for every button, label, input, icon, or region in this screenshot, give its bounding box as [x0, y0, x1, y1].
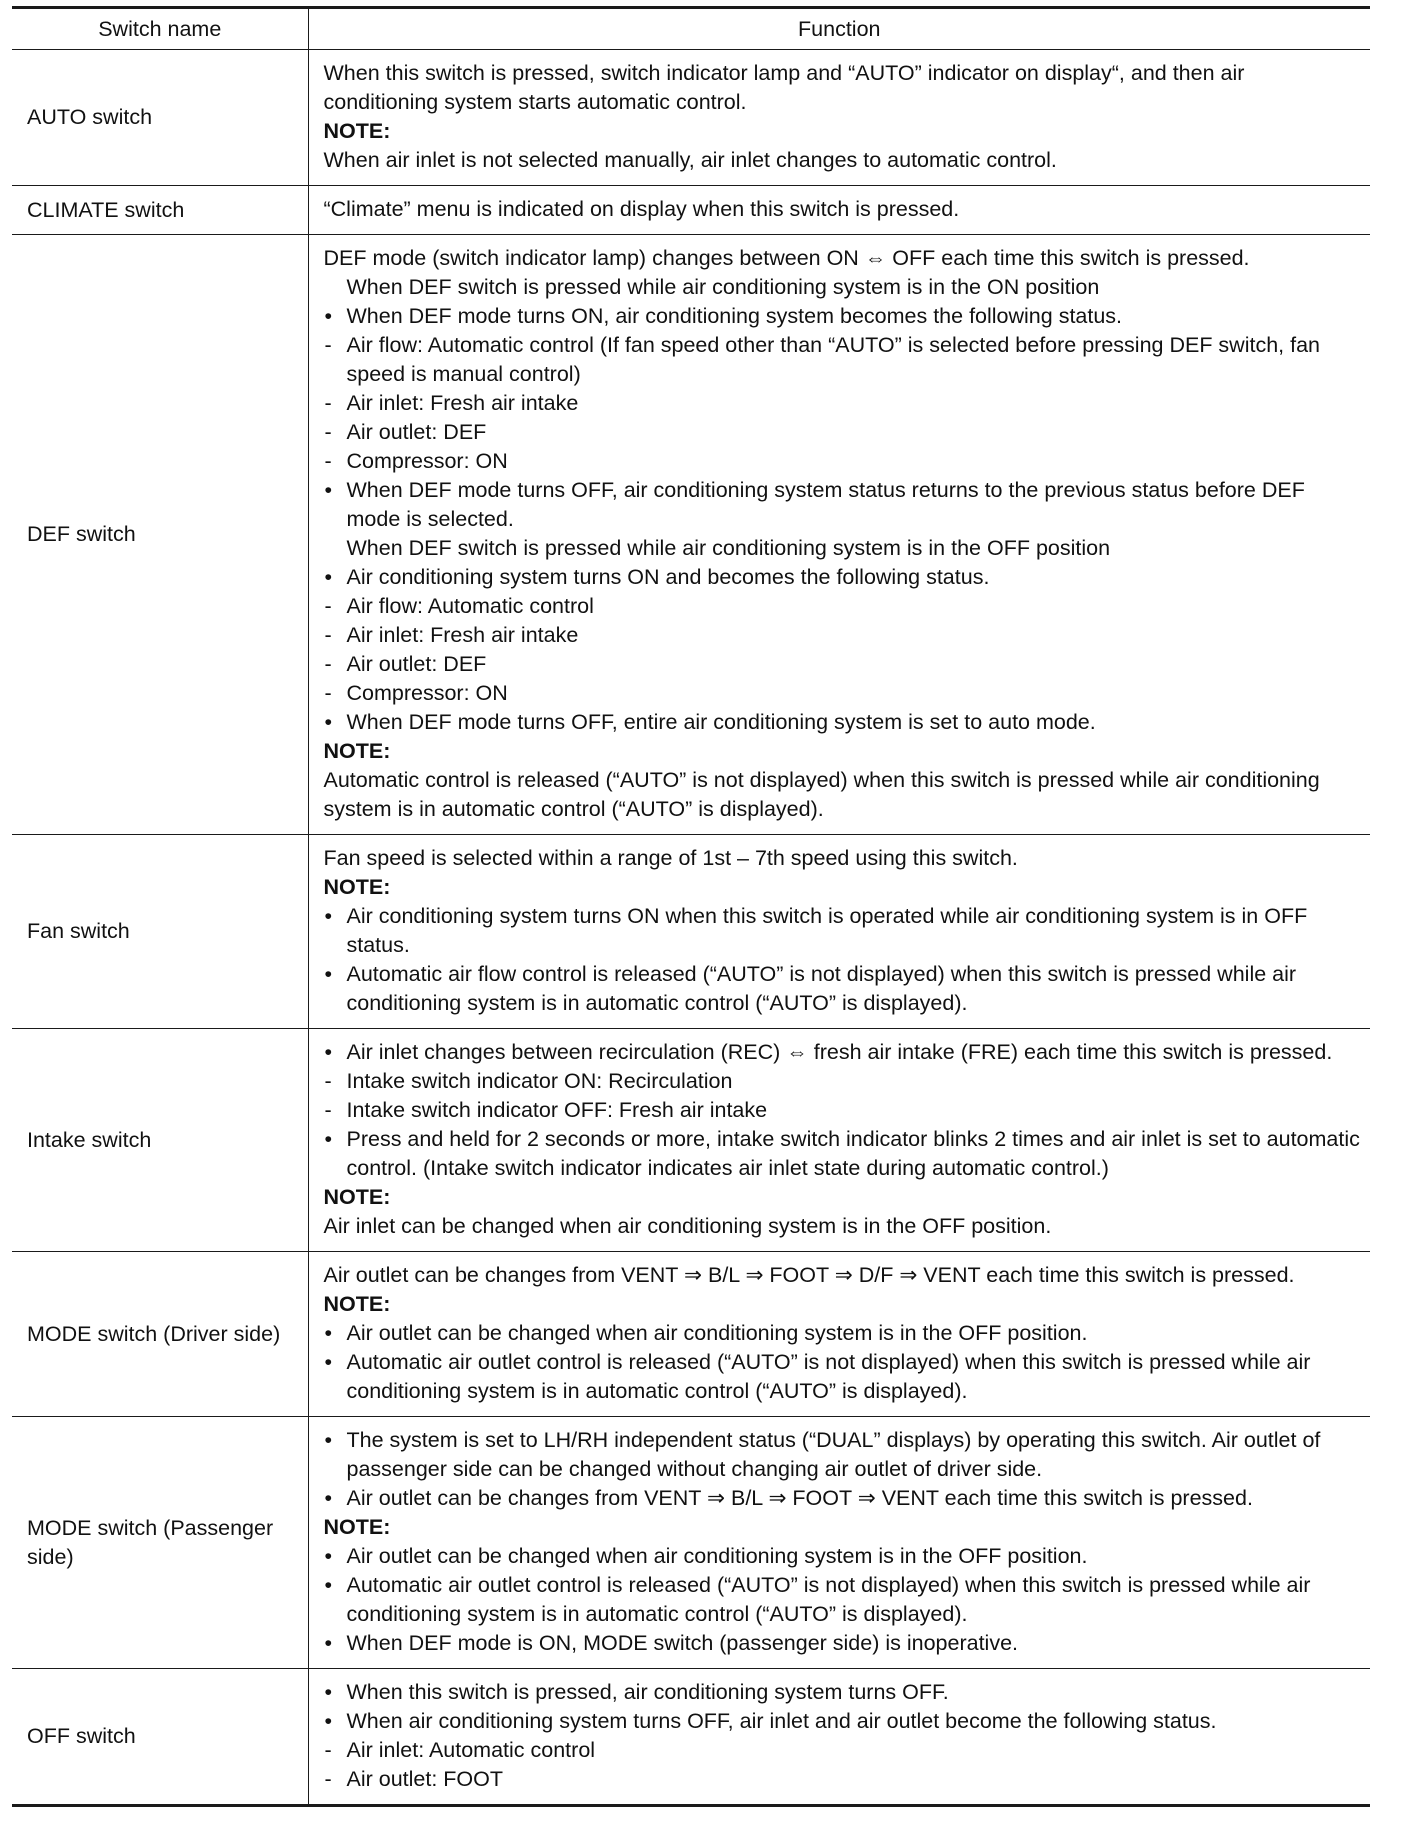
bullet-item	[324, 902, 1363, 960]
dash-marker: -	[324, 652, 332, 676]
line-text: Automatic air outlet control is released (“AUTO” is not displayed) when this switch is pressed while air conditioning system is in automatic control (“AUTO” is displayed).	[346, 1573, 1311, 1626]
bullet-marker: •	[324, 1321, 333, 1345]
line-text: Air inlet: Automatic control	[346, 1738, 596, 1762]
dash-item	[324, 592, 1363, 621]
note-label	[324, 1183, 1363, 1212]
bullet-marker: •	[324, 1486, 333, 1510]
table-row	[12, 186, 1370, 235]
line-text: NOTE:	[323, 1292, 391, 1316]
bullet-item	[324, 1484, 1363, 1513]
line-text: When this switch is pressed, switch indicator lamp and “AUTO” indicator on display“, and then air conditioning system starts automatic control.	[323, 61, 1245, 114]
bullet-marker: •	[324, 1573, 333, 1597]
line-text: Intake switch indicator OFF: Fresh air intake	[346, 1098, 768, 1122]
line-text: The system is set to LH/RH independent status (“DUAL” displays) by operating this switch. Air outlet of passenger side can be changed without changing air outlet of driver side.	[346, 1428, 1321, 1481]
bullet-item	[324, 708, 1363, 737]
switch-function-table	[12, 6, 1370, 1807]
dash-item	[324, 331, 1363, 389]
function-text	[324, 146, 1363, 175]
table-row	[12, 235, 1370, 835]
bullet-item	[324, 1707, 1363, 1736]
line-text: Compressor: ON	[346, 449, 508, 473]
dash-marker: -	[324, 1767, 332, 1791]
bullet-item	[324, 1426, 1363, 1484]
dash-marker: -	[324, 594, 332, 618]
note-label	[324, 117, 1363, 146]
line-text: When DEF mode turns OFF, air conditioning system status returns to the previous status before DEF mode is selected.	[346, 478, 1305, 531]
function-text	[324, 1212, 1363, 1241]
function-cell	[308, 835, 1370, 1029]
line-text: Air conditioning system turns ON and becomes the following status.	[346, 565, 990, 589]
switch-name-cell: AUTO switch	[12, 50, 308, 186]
line-text: Automatic air flow control is released (“AUTO” is not displayed) when this switch is pressed while air conditioning system is in automatic control (“AUTO” is displayed).	[346, 962, 1297, 1015]
line-text: When air inlet is not selected manually, air inlet changes to automatic control.	[323, 148, 1057, 172]
switch-name-cell: OFF switch	[12, 1669, 308, 1806]
table-row	[12, 835, 1370, 1029]
dash-marker: -	[324, 391, 332, 415]
line-text: NOTE:	[323, 1185, 391, 1209]
line-text: Air outlet: DEF	[346, 652, 487, 676]
line-text: DEF mode (switch indicator lamp) changes between ON ⇔ OFF each time this switch is pressed.	[323, 246, 1250, 270]
header-function: Function	[308, 8, 1370, 50]
bullet-item	[324, 476, 1363, 534]
function-cell	[308, 1252, 1370, 1417]
line-text: Air outlet can be changes from VENT ⇒ B/L ⇒ FOOT ⇒ VENT each time this switch is pressed.	[346, 1486, 1253, 1510]
dash-item	[324, 621, 1363, 650]
line-text: Air inlet: Fresh air intake	[346, 391, 579, 415]
dash-marker: -	[324, 1098, 332, 1122]
dash-item	[324, 447, 1363, 476]
line-text: Fan speed is selected within a range of 1st – 7th speed using this switch.	[323, 846, 1018, 870]
bullet-item	[324, 302, 1363, 331]
line-text: NOTE:	[323, 119, 391, 143]
line-text: When air conditioning system turns OFF, air inlet and air outlet become the following status.	[346, 1709, 1217, 1733]
table-row	[12, 1417, 1370, 1669]
dash-item	[324, 679, 1363, 708]
function-text	[324, 766, 1363, 824]
bullet-marker: •	[324, 1544, 333, 1568]
function-text	[324, 195, 1363, 224]
bullet-item	[324, 1678, 1363, 1707]
function-text	[324, 1261, 1363, 1290]
function-text	[324, 534, 1363, 563]
bullet-item	[324, 1629, 1363, 1658]
dash-item	[324, 1067, 1363, 1096]
note-label	[324, 873, 1363, 902]
dash-item	[324, 650, 1363, 679]
line-text: NOTE:	[323, 739, 391, 763]
switch-name-cell: MODE switch (Passenger side)	[12, 1417, 308, 1669]
switch-name-cell: Intake switch	[12, 1029, 308, 1252]
dash-marker: -	[324, 333, 332, 357]
header-switch-name: Switch name	[12, 8, 308, 50]
dash-marker: -	[324, 420, 332, 444]
line-text: Air inlet can be changed when air conditioning system is in the OFF position.	[323, 1214, 1052, 1238]
line-text: Compressor: ON	[346, 681, 508, 705]
dash-marker: -	[324, 1738, 332, 1762]
dash-marker: -	[324, 449, 332, 473]
function-text	[324, 244, 1363, 273]
dash-item	[324, 1765, 1363, 1794]
line-text: Intake switch indicator ON: Recirculation	[346, 1069, 733, 1093]
function-cell	[308, 235, 1370, 835]
function-cell	[308, 50, 1370, 186]
switch-name-cell: MODE switch (Driver side)	[12, 1252, 308, 1417]
line-text: Air outlet can be changed when air conditioning system is in the OFF position.	[346, 1321, 1088, 1345]
bullet-item	[324, 1571, 1363, 1629]
dash-item	[324, 389, 1363, 418]
bullet-marker: •	[324, 1127, 333, 1151]
note-label	[324, 1513, 1363, 1542]
line-text: Air outlet: DEF	[346, 420, 487, 444]
line-text: When DEF switch is pressed while air conditioning system is in the OFF position	[346, 536, 1111, 560]
line-text: Press and held for 2 seconds or more, intake switch indicator blinks 2 times and air inlet is set to automatic control. (Intake switch indicator indicates air inlet state during automatic control.)	[346, 1127, 1360, 1180]
bullet-marker: •	[324, 1631, 333, 1655]
function-cell	[308, 186, 1370, 235]
switch-name-cell: CLIMATE switch	[12, 186, 308, 235]
bullet-item	[324, 1348, 1363, 1406]
line-text: Air inlet: Fresh air intake	[346, 623, 579, 647]
function-text	[324, 273, 1363, 302]
line-text: Automatic control is released (“AUTO” is not displayed) when this switch is pressed while air conditioning system is in automatic control (“AUTO” is displayed).	[323, 768, 1320, 821]
table-row	[12, 1029, 1370, 1252]
line-text: When DEF mode is ON, MODE switch (passenger side) is inoperative.	[346, 1631, 1019, 1655]
bullet-marker: •	[324, 1040, 333, 1064]
line-text: Automatic air outlet control is released (“AUTO” is not displayed) when this switch is pressed while air conditioning system is in automatic control (“AUTO” is displayed).	[346, 1350, 1311, 1403]
table-row	[12, 50, 1370, 186]
line-text: “Climate” menu is indicated on display when this switch is pressed.	[323, 197, 960, 221]
bullet-item	[324, 1125, 1363, 1183]
dash-marker: -	[324, 623, 332, 647]
bullet-marker: •	[324, 962, 333, 986]
bullet-marker: •	[324, 1680, 333, 1704]
bullet-item	[324, 1038, 1363, 1067]
line-text: Air inlet changes between recirculation (REC) ⇔ fresh air intake (FRE) each time this switch is pressed.	[346, 1040, 1333, 1064]
bullet-item	[324, 1542, 1363, 1571]
note-label	[324, 737, 1363, 766]
line-text: When DEF mode turns OFF, entire air conditioning system is set to auto mode.	[346, 710, 1096, 734]
line-text: Air flow: Automatic control	[346, 594, 594, 618]
dash-item	[324, 1096, 1363, 1125]
dash-item	[324, 1736, 1363, 1765]
bullet-marker: •	[324, 1350, 333, 1374]
bullet-marker: •	[324, 565, 333, 589]
switch-name-cell: Fan switch	[12, 835, 308, 1029]
bullet-marker: •	[324, 710, 333, 734]
bullet-item	[324, 563, 1363, 592]
bullet-marker: •	[324, 1428, 333, 1452]
switch-name-cell: DEF switch	[12, 235, 308, 835]
dash-marker: -	[324, 1069, 332, 1093]
bullet-marker: •	[324, 1709, 333, 1733]
table-row	[12, 1669, 1370, 1806]
function-text	[324, 844, 1363, 873]
bullet-marker: •	[324, 304, 333, 328]
function-cell	[308, 1029, 1370, 1252]
function-cell	[308, 1417, 1370, 1669]
line-text: When DEF switch is pressed while air conditioning system is in the ON position	[346, 275, 1100, 299]
table-row	[12, 1252, 1370, 1417]
line-text: When this switch is pressed, air conditioning system turns OFF.	[346, 1680, 949, 1704]
dash-marker: -	[324, 681, 332, 705]
dash-item	[324, 418, 1363, 447]
header-row	[12, 8, 1370, 50]
note-label	[324, 1290, 1363, 1319]
function-cell	[308, 1669, 1370, 1806]
line-text: NOTE:	[323, 1515, 391, 1539]
line-text: Air flow: Automatic control (If fan speed other than “AUTO” is selected before pressing DEF switch, fan speed is manual control)	[346, 333, 1321, 386]
bullet-marker: •	[324, 478, 333, 502]
line-text: NOTE:	[323, 875, 391, 899]
line-text: Air outlet can be changed when air conditioning system is in the OFF position.	[346, 1544, 1088, 1568]
line-text: Air conditioning system turns ON when this switch is operated while air conditioning system is in OFF status.	[346, 904, 1308, 957]
function-text	[324, 59, 1363, 117]
bullet-marker: •	[324, 904, 333, 928]
line-text: Air outlet can be changes from VENT ⇒ B/L ⇒ FOOT ⇒ D/F ⇒ VENT each time this switch is pressed.	[323, 1263, 1295, 1287]
bullet-item	[324, 960, 1363, 1018]
line-text: Air outlet: FOOT	[346, 1767, 504, 1791]
bullet-item	[324, 1319, 1363, 1348]
line-text: When DEF mode turns ON, air conditioning system becomes the following status.	[346, 304, 1123, 328]
table-body	[12, 50, 1370, 1806]
